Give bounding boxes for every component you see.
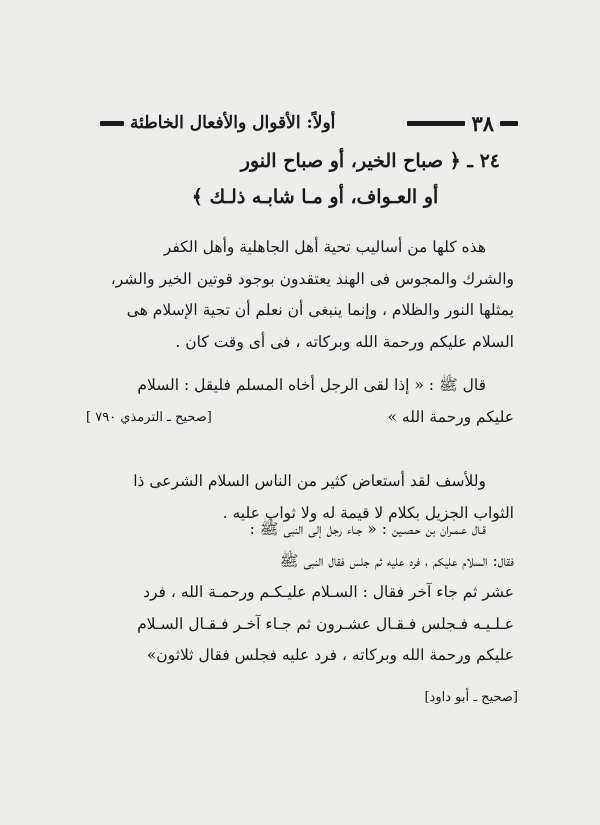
text-line: عليكم ورحمة الله وبركاته ، فرد عليه فجلس فقال ثلاثون» (146, 646, 514, 664)
section-heading-line1: ٢٤ ـ ﴿ صباح الخير، أو صباح النور (240, 150, 500, 172)
text-line: قال ﷺ : « إذا لقى الرجل أخاه المسلم فليقل : السلام (137, 376, 486, 394)
header-dash (500, 121, 518, 126)
text-line: عليكم ورحمة الله » (387, 407, 514, 426)
text-line: السلام عليكم ورحمة الله وبركاته ، فى أى وقت كان . (175, 332, 514, 351)
chapter-title: أولاً: الأقوال والأفعال الخاطئة (130, 113, 336, 133)
text-line: عـلـيـه فـجلس فـقـال عشـرون ثم جـاء آخـر فـقـال السـلام (137, 614, 514, 633)
header-dash (407, 121, 465, 126)
section-heading-line2: أو العـواف، أو مـا شابـه ذلـك ﴾ (191, 186, 439, 208)
hadith-1-reference: [صحيح ـ الترمذي ٧٩٠ ] (86, 409, 212, 425)
hadith-2 (86, 514, 514, 672)
header-number-group (407, 111, 518, 136)
header-dash (100, 121, 124, 126)
header-title-group (100, 113, 335, 133)
page-header (100, 110, 518, 136)
text-line: وللأسف لقد أستعاض كثير من الناس السلام الشرعى ذا (133, 472, 486, 490)
hadith-1-last-line (86, 402, 514, 434)
hadith-2-reference: [صحيح ـ أبو داود] (424, 690, 518, 705)
text-line: يمثلها النور والظلام ، وإنما ينبغى أن نعلم أن تحية الإسلام هى (126, 301, 514, 319)
text-line: والشرك والمجوس فى الهند يعتقدون بوجود قوتين الخير والشر، (110, 269, 514, 288)
page-number: ٣٨ (471, 110, 494, 136)
text-line: الثواب الجزيل بكلام لا قيمة له ولا ثواب عليه . (222, 503, 514, 522)
text-line: قـال عـمـران بن حـصـين : « جـاء رجل إلى النبى ﷺ : (249, 520, 486, 538)
hadith-1 (86, 370, 514, 433)
text-line: عشر ثم جاء آخر فقال : السـلام عليـكـم ورحمـة الله ، فرد (143, 583, 514, 601)
paragraph-1 (86, 232, 514, 358)
text-line: فقال: السلام عليكم ، فرد عليه ثم جلس فقال النبى ﷺ (279, 551, 514, 570)
text-line: هذه كلها من أساليب تحية أهل الجاهلية وأهل الكفر (163, 238, 486, 256)
